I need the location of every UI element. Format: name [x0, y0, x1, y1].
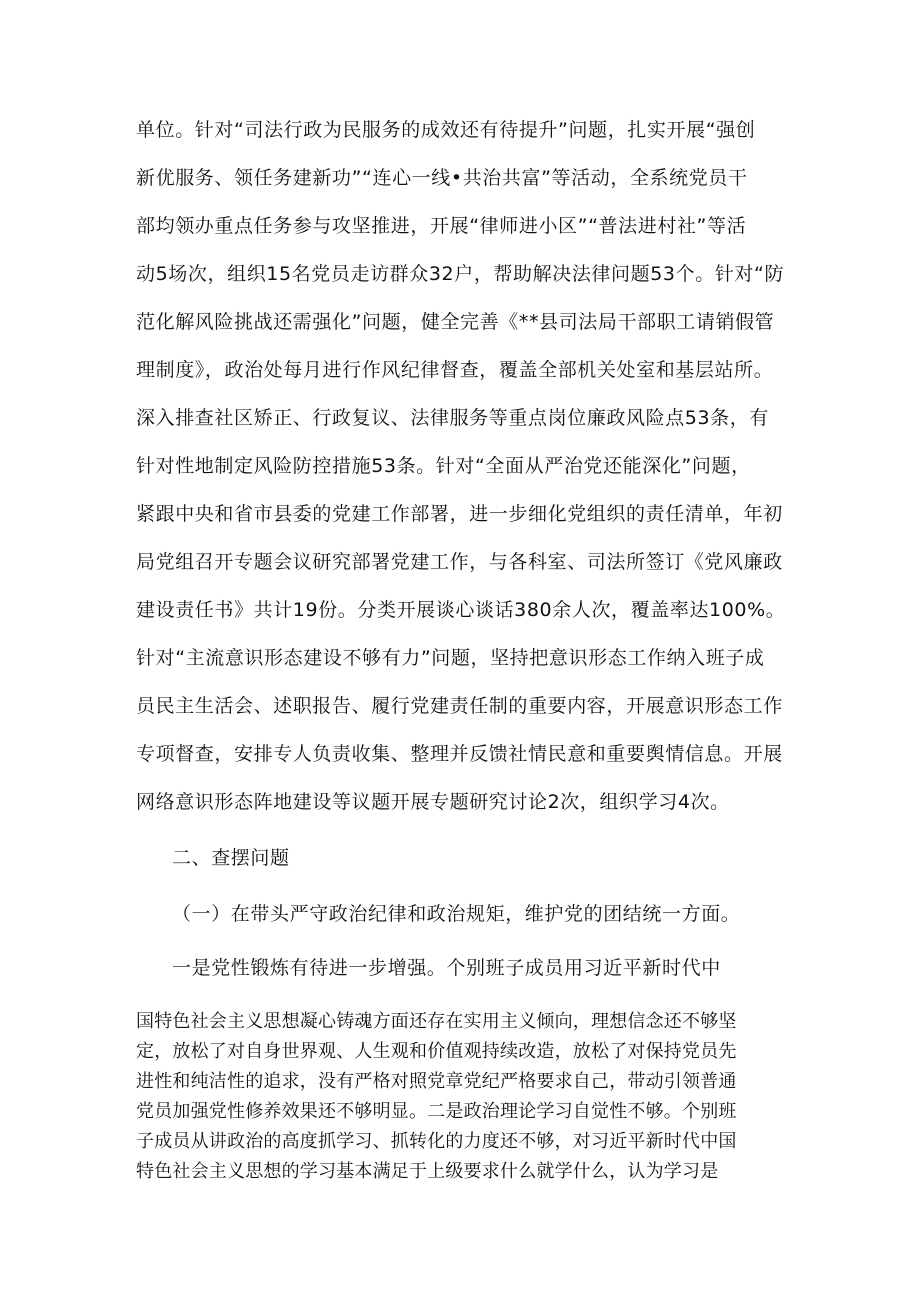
body-text-line: 员民主生活会、述职报告、履行党建责任制的重要内容，开展意识形态工作	[136, 695, 783, 717]
body-text-line: 专项督查，安排专人负责收集、整理并反馈社情民意和重要舆情信息。开展	[136, 743, 783, 765]
body-text-line: 网络意识形态阵地建设等议题开展专题研究讨论2次，组织学习4次。	[136, 791, 730, 813]
body-text-line: 针对“主流意识形态建设不够有力”问题，坚持把意识形态工作纳入班子成	[136, 647, 765, 669]
section-heading: 二、查摆问题	[172, 847, 290, 869]
body-text-line: 国特色社会主义思想凝心铸魂方面还存在实用主义倾向，理想信念还不够坚	[136, 1011, 737, 1032]
body-text-line: 子成员从讲政治的高度抓学习、抓转化的力度还不够，对习近平新时代中国	[136, 1131, 737, 1152]
body-text-line: 理制度》，政治处每月进行作风纪律督查，覆盖全部机关处室和基层站所。	[136, 359, 774, 381]
body-text-line: 深入排查社区矫正、行政复议、法律服务等重点岗位廉政风险点53条，有	[136, 407, 769, 429]
body-text-line: 特色社会主义思想的学习基本满足于上级要求什么就学什么，认为学习是	[136, 1161, 719, 1182]
body-text-line: 单位。针对“司法行政为民服务的成效还有待提升”问题，扎实开展“强创	[136, 119, 756, 141]
body-text-line: 新优服务、领任务建新功”“连心一线•共治共富”等活动，全系统党员干	[136, 167, 748, 189]
body-text-line: 紧跟中央和省市县委的党建工作部署，进一步细化党组织的责任清单，年初	[136, 503, 783, 525]
body-text-line: 党员加强党性修养效果还不够明显。二是政治理论学习自觉性不够。个别班	[136, 1101, 737, 1122]
body-text-line: 部均领办重点任务参与攻坚推进，开展“律师进小区”“普法进村社”等活	[136, 215, 747, 237]
body-text-line: 范化解风险挑战还需强化”问题，健全完善《**县司法局干部职工请销假管	[136, 311, 775, 333]
body-text-line: 定，放松了对自身世界观、人生观和价值观持续改造，放松了对保持党员先	[136, 1041, 737, 1062]
body-text-line: 建设责任书》共计19份。分类开展谈心谈话380余人次，覆盖率达100%。	[136, 599, 786, 621]
body-text-line: 针对性地制定风险防控措施53条。针对“全面从严治党还能深化”问题，	[136, 455, 751, 477]
body-text-line: 局党组召开专题会议研究部署党建工作，与各科室、司法所签订《党风廉政	[136, 551, 783, 573]
body-text-line: 进性和纯洁性的追求，没有严格对照党章党纪严格要求自己，带动引领普通	[136, 1071, 737, 1092]
point-intro-line: 一是党性锻炼有待进一步增强。个别班子成员用习近平新时代中	[172, 957, 721, 979]
body-text-line: 动5场次，组织15名党员走访群众32户，帮助解决法律问题53个。针对“防	[136, 263, 785, 285]
subsection-heading: （一）在带头严守政治纪律和政治规矩，维护党的团结统一方面。	[172, 903, 741, 925]
